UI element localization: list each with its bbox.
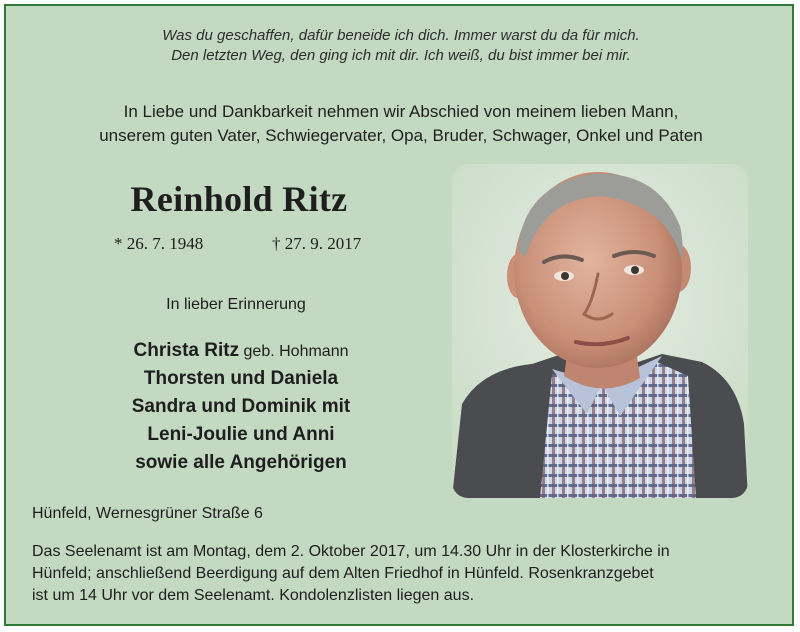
mourner-line-2: Thorsten und Daniela: [143, 368, 339, 389]
death-date: † 27. 9. 2017: [272, 234, 362, 253]
motto-line-1: Was du geschaffen, dafür beneide ich dich. Immer warst du da für mich.: [162, 27, 640, 44]
mourner-line-5: sowie alle Angehörigen: [135, 452, 347, 473]
mourner-line-1: [96, 340, 386, 362]
birth-date: * 26. 7. 1948: [114, 234, 204, 253]
intro-line-2: unserem guten Vater, Schwiegervater, Opa, Bruder, Schwager, Onkel und Paten: [99, 126, 703, 145]
memory-label: In lieber Erinnerung: [166, 296, 306, 313]
mourner-line-3: Sandra und Dominik mit: [131, 396, 351, 417]
intro-line-1: In Liebe und Dankbarkeit nehmen wir Abschied von meinem lieben Mann,: [123, 102, 679, 121]
motto-line-2: Den letzten Weg, den ging ich mit dir. Ich weiß, du bist immer bei mir.: [171, 47, 631, 64]
notice-line-2: Hünfeld; anschließend Beerdigung auf dem Alten Friedhof in Hünfeld. Rosenkranzgebet: [32, 565, 654, 582]
service-notice: [32, 541, 792, 607]
mourner-line-4: Leni-Joulie und Anni: [147, 424, 335, 445]
address: Hünfeld, Wernesgrüner Straße 6: [32, 505, 263, 522]
deceased-name: Reinhold Ritz: [130, 179, 348, 219]
notice-line-1: Das Seelenamt ist am Montag, dem 2. Oktober 2017, um 14.30 Uhr in der Klosterkirche in: [32, 543, 670, 560]
portrait-photo: [452, 164, 748, 498]
notice-line-3: ist um 14 Uhr vor dem Seelenamt. Kondolenzlisten liegen aus.: [32, 587, 475, 604]
mourner-widow-name: Christa Ritz: [133, 340, 240, 361]
portrait-illustration: [452, 164, 748, 498]
obituary-card: [4, 4, 794, 626]
mourner-maiden-name: geb. Hohmann: [239, 343, 349, 360]
